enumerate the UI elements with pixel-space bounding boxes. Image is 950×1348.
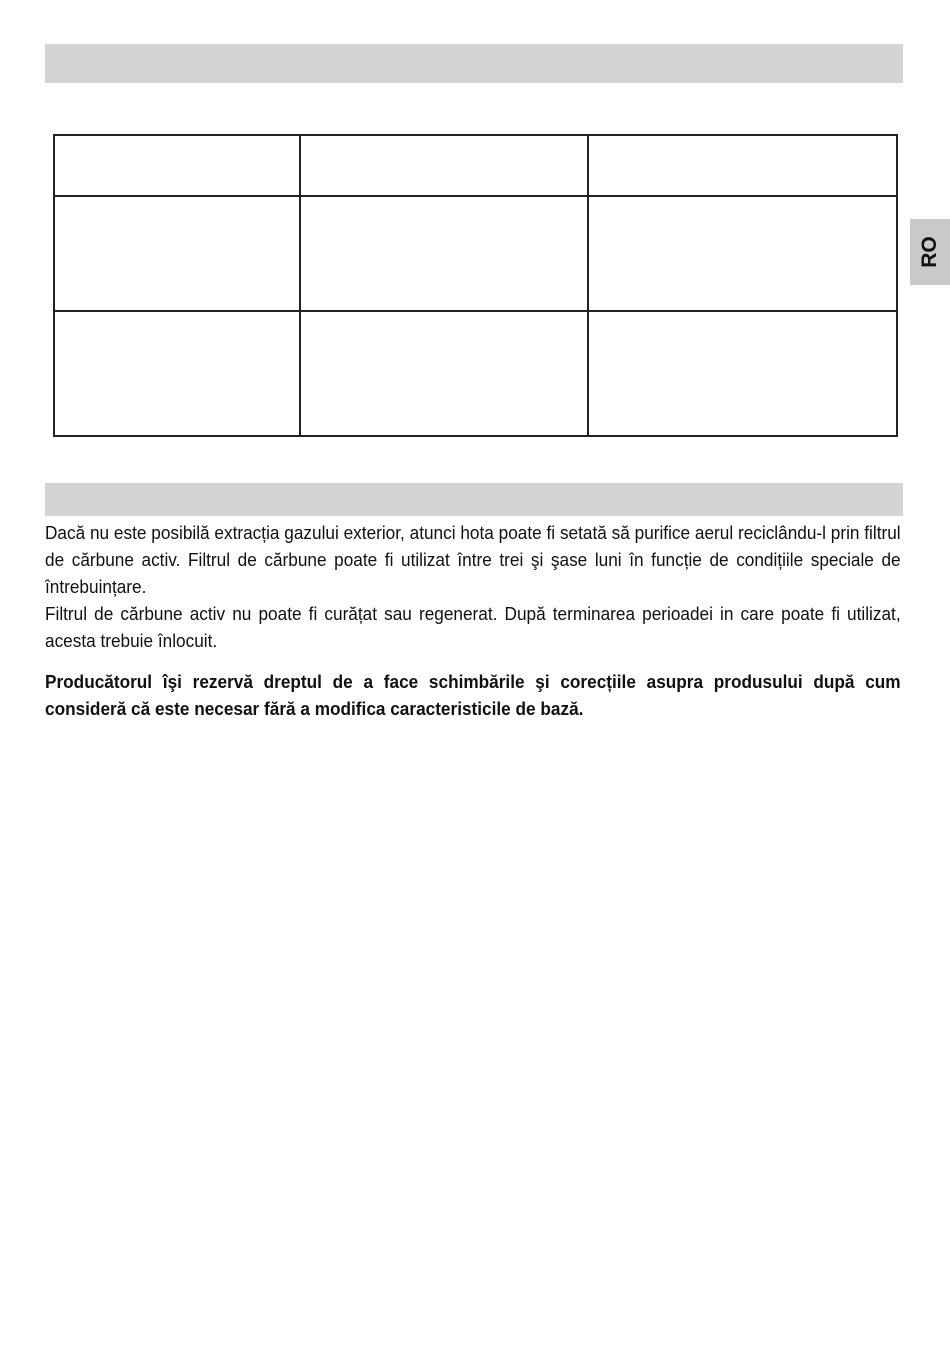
table-cell [54, 135, 300, 196]
table-cell [588, 196, 897, 311]
table-cell [300, 196, 589, 311]
paragraph-text: Dacă nu este posibilă extracția gazului exterior, atunci hota poate fi setată să purifice aerul reciclându-l prin filtrul de cărbune activ. Filtrul de cărbune poate fi utilizat între trei şi şase luni în funcție de condițiile speciale de întrebuințare. [45, 522, 901, 597]
table-cell [300, 311, 589, 436]
section-header-bar [45, 44, 903, 83]
paragraph-text: Filtrul de cărbune activ nu poate fi curățat sau regenerat. După terminarea perioadei in care poate fi utilizat, acesta trebuie înlocuit. [45, 603, 901, 651]
paragraph-text: Producătorul îşi rezervă dreptul de a face schimbările şi corecțiile asupra produsului după cum consideră că este necesar fără a modifica caracteristicile de bază. [45, 671, 901, 719]
table-cell [588, 135, 897, 196]
table-cell [54, 311, 300, 436]
body-paragraph [45, 600, 901, 654]
table-cell [300, 135, 589, 196]
info-table [53, 134, 898, 437]
table-row [54, 196, 897, 311]
body-paragraph [45, 519, 901, 600]
table-row [54, 311, 897, 436]
language-tab-label: RO [918, 236, 941, 268]
language-tab [910, 219, 950, 285]
disclaimer-paragraph [45, 668, 901, 722]
table-cell [54, 196, 300, 311]
table-row [54, 135, 897, 196]
table-cell [588, 311, 897, 436]
section-header-bar [45, 483, 903, 516]
